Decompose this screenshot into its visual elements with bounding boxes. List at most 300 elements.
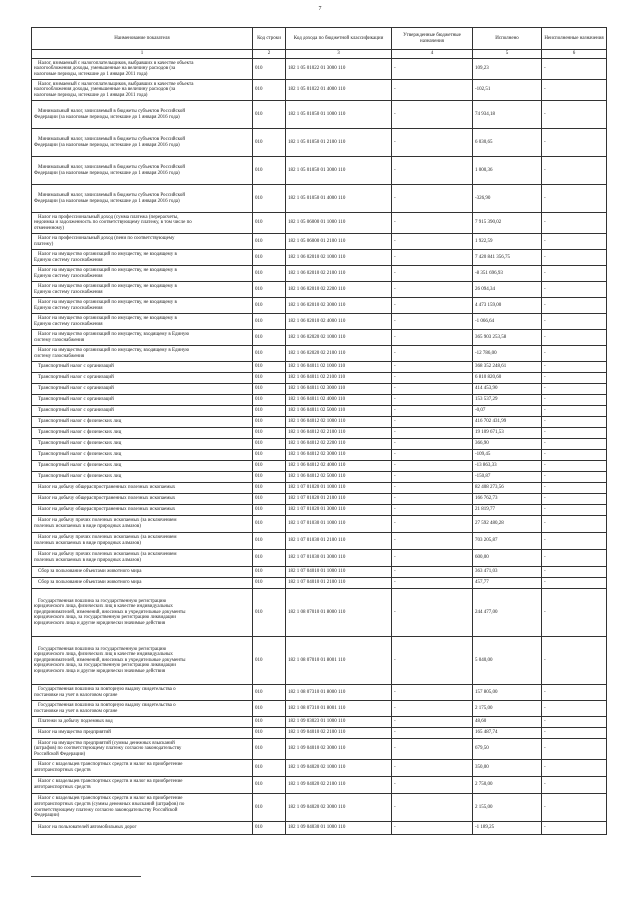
indicator-name-cell: Налог на добычу общераспространенных полезных ископаемых — [32, 494, 253, 505]
unexecuted-cell: - — [542, 739, 607, 760]
unexecuted-cell: - — [542, 589, 607, 637]
executed-cell: 166 762,73 — [473, 494, 542, 505]
approved-cell: - — [392, 533, 473, 550]
table-header-row — [32, 28, 607, 50]
table-row — [32, 101, 607, 129]
unexecuted-cell: - — [542, 417, 607, 428]
indicator-name-cell: Транспортный налог с организаций — [32, 406, 253, 417]
executed-cell: -1 066,64 — [473, 314, 542, 330]
unexecuted-cell: - — [542, 157, 607, 185]
approved-cell: - — [392, 494, 473, 505]
executed-cell: 1 922,59 — [473, 234, 542, 250]
unexecuted-cell: - — [542, 101, 607, 129]
executed-cell: -326,90 — [473, 185, 542, 213]
executed-cell: 368 352 248,61 — [473, 362, 542, 373]
budget-code-cell: 182 1 09 04020 02 3000 110 — [286, 794, 392, 822]
approved-cell: - — [392, 739, 473, 760]
table-row — [32, 314, 607, 330]
revenue-table — [31, 27, 607, 835]
executed-cell: 365 903 253,58 — [473, 330, 542, 346]
unexecuted-cell: - — [542, 373, 607, 384]
approved-cell: - — [392, 578, 473, 589]
approved-cell: - — [392, 505, 473, 516]
budget-code-cell: 182 1 06 02020 02 2100 110 — [286, 346, 392, 362]
approved-cell: - — [392, 266, 473, 282]
table-row — [32, 589, 607, 637]
indicator-name-cell: Транспортный налог с физических лиц — [32, 461, 253, 472]
table-row — [32, 822, 607, 835]
line-code-cell: 010 — [253, 59, 286, 80]
line-code-cell: 010 — [253, 330, 286, 346]
budget-code-cell: 182 1 05 01050 01 4000 110 — [286, 185, 392, 213]
approved-cell: - — [392, 637, 473, 685]
executed-cell: 7 420 841 356,75 — [473, 250, 542, 266]
budget-code-cell: 182 1 05 01050 01 3000 110 — [286, 157, 392, 185]
executed-cell: 363 471,03 — [473, 567, 542, 578]
budget-code-cell: 182 1 05 01050 01 1000 110 — [286, 101, 392, 129]
unexecuted-cell: - — [542, 346, 607, 362]
unexecuted-cell: - — [542, 717, 607, 728]
line-code-cell: 010 — [253, 266, 286, 282]
unexecuted-cell: - — [542, 439, 607, 450]
budget-code-cell: 182 1 07 01020 01 1000 110 — [286, 483, 392, 494]
budget-code-cell: 182 1 07 04010 01 2100 110 — [286, 578, 392, 589]
indicator-name-cell: Налог на добычу прочих полезных ископаемых (за исключением полезных ископаемых в виде природных алмазов) — [32, 533, 253, 550]
budget-code-cell: 182 1 06 04011 02 2100 110 — [286, 373, 392, 384]
indicator-name-cell: Налог на пользователей автомобильных дорог — [32, 822, 253, 835]
approved-cell: - — [392, 701, 473, 717]
footer-rule — [31, 876, 141, 877]
table-row — [32, 282, 607, 298]
unexecuted-cell: - — [542, 362, 607, 373]
indicator-name-cell: Налог на имущество предприятий (суммы денежных взысканий (штрафов) по соответствующему платежу согласно законодательству Российской Федерации) — [32, 739, 253, 760]
table-row — [32, 505, 607, 516]
executed-cell: 157 805,00 — [473, 685, 542, 701]
approved-cell: - — [392, 373, 473, 384]
executed-cell: -0,07 — [473, 406, 542, 417]
table-row — [32, 472, 607, 483]
approved-cell: - — [392, 80, 473, 101]
line-code-cell: 010 — [253, 516, 286, 533]
budget-code-cell: 182 1 06 04012 02 1000 110 — [286, 417, 392, 428]
unexecuted-cell: - — [542, 822, 607, 835]
budget-code-cell: 182 1 07 01030 01 2100 110 — [286, 533, 392, 550]
budget-code-cell: 182 1 09 04010 02 2100 110 — [286, 728, 392, 739]
approved-cell: - — [392, 384, 473, 395]
executed-cell: 457,77 — [473, 578, 542, 589]
executed-cell: -12 786,00 — [473, 346, 542, 362]
line-code-cell: 010 — [253, 450, 286, 461]
executed-cell: 165 487,74 — [473, 728, 542, 739]
executed-cell: 153 537,29 — [473, 395, 542, 406]
indicator-name-cell: Налог на имущество организаций по имуществу, входящему в Единую систему газоснабжения — [32, 330, 253, 346]
approved-cell: - — [392, 516, 473, 533]
column-number: 6 — [542, 50, 607, 59]
line-code-cell: 010 — [253, 298, 286, 314]
indicator-name-cell: Налог на добычу прочих полезных ископаемых (за исключением полезных ископаемых в виде природных алмазов) — [32, 550, 253, 567]
unexecuted-cell: - — [542, 483, 607, 494]
indicator-name-cell: Транспортный налог с организаций — [32, 373, 253, 384]
unexecuted-cell: - — [542, 406, 607, 417]
approved-cell: - — [392, 417, 473, 428]
executed-cell: -1 189,25 — [473, 822, 542, 835]
line-code-cell: 010 — [253, 362, 286, 373]
executed-cell: 2 175,00 — [473, 701, 542, 717]
indicator-name-cell: Минимальный налог, зачисляемый в бюджеты субъектов Российской Федерации (за налоговые периоды, истекшие до 1 января 2016 года) — [32, 129, 253, 157]
budget-code-cell: 182 1 09 04020 02 2100 110 — [286, 777, 392, 794]
line-code-cell: 010 — [253, 589, 286, 637]
indicator-name-cell: Государственная пошлина за повторную выдачу свидетельства о постановке на учет в налоговом органе — [32, 701, 253, 717]
indicator-name-cell: Транспортный налог с организаций — [32, 395, 253, 406]
budget-code-cell: 182 1 07 01030 01 3000 110 — [286, 550, 392, 567]
budget-code-cell: 182 1 09 04020 02 1000 110 — [286, 760, 392, 777]
unexecuted-cell: - — [542, 298, 607, 314]
unexecuted-cell: - — [542, 250, 607, 266]
indicator-name-cell: Транспортный налог с физических лиц — [32, 439, 253, 450]
executed-cell: 679,50 — [473, 739, 542, 760]
executed-cell: 6 810 820,60 — [473, 373, 542, 384]
line-code-cell: 010 — [253, 428, 286, 439]
line-code-cell: 010 — [253, 550, 286, 567]
budget-code-cell: 182 1 05 06000 01 1000 110 — [286, 213, 392, 234]
table-row — [32, 701, 607, 717]
line-code-cell: 010 — [253, 777, 286, 794]
executed-cell: -102,51 — [473, 80, 542, 101]
column-number: 1 — [32, 50, 253, 59]
approved-cell: - — [392, 685, 473, 701]
line-code-cell: 010 — [253, 760, 286, 777]
executed-cell: -150,87 — [473, 472, 542, 483]
approved-cell: - — [392, 717, 473, 728]
table-row — [32, 250, 607, 266]
unexecuted-cell: - — [542, 728, 607, 739]
table-row — [32, 494, 607, 505]
unexecuted-cell: - — [542, 494, 607, 505]
indicator-name-cell: Государственная пошлина за повторную выдачу свидетельства о постановке на учет в налоговом органе — [32, 685, 253, 701]
budget-code-cell: 182 1 06 02010 02 1000 110 — [286, 250, 392, 266]
line-code-cell: 010 — [253, 701, 286, 717]
unexecuted-cell: - — [542, 266, 607, 282]
unexecuted-cell: - — [542, 59, 607, 80]
line-code-cell: 010 — [253, 533, 286, 550]
budget-code-cell: 182 1 05 06000 01 2100 110 — [286, 234, 392, 250]
indicator-name-cell: Налог с владельцев транспортных средств и налог на приобретение автотранспортных средств (суммы денежных взысканий (штрафов) по соответствующему платежу согласно законодательству Российской Федерации) — [32, 794, 253, 822]
table-row — [32, 739, 607, 760]
line-code-cell: 010 — [253, 505, 286, 516]
header-line-code: Код строки — [253, 28, 286, 50]
approved-cell: - — [392, 101, 473, 129]
unexecuted-cell: - — [542, 550, 607, 567]
executed-cell: 19 109 671,53 — [473, 428, 542, 439]
executed-cell: 26 094,34 — [473, 282, 542, 298]
unexecuted-cell: - — [542, 637, 607, 685]
unexecuted-cell: - — [542, 129, 607, 157]
line-code-cell: 010 — [253, 314, 286, 330]
unexecuted-cell: - — [542, 314, 607, 330]
line-code-cell: 010 — [253, 794, 286, 822]
unexecuted-cell: - — [542, 567, 607, 578]
executed-cell: 244 477,00 — [473, 589, 542, 637]
approved-cell: - — [392, 794, 473, 822]
executed-cell: 27 592 480,28 — [473, 516, 542, 533]
line-code-cell: 010 — [253, 483, 286, 494]
indicator-name-cell: Налог на имущество организаций по имуществу, не входящему в Единую систему газоснабжения — [32, 298, 253, 314]
unexecuted-cell: - — [542, 384, 607, 395]
budget-code-cell: 182 1 07 01030 01 1000 110 — [286, 516, 392, 533]
approved-cell: - — [392, 129, 473, 157]
line-code-cell: 010 — [253, 373, 286, 384]
line-code-cell: 010 — [253, 213, 286, 234]
indicator-name-cell: Сбор за пользование объектами животного мира — [32, 567, 253, 578]
indicator-name-cell: Налог на профессиональный доход (сумма платежа (перерасчеты, недоимка и задолженность по соответствующему платежу, в том числе по отмененному) — [32, 213, 253, 234]
header-unexecuted: Неисполненные назначения — [542, 28, 607, 50]
table-row — [32, 533, 607, 550]
column-number: 4 — [392, 50, 473, 59]
budget-code-cell: 182 1 09 04010 02 3000 110 — [286, 739, 392, 760]
approved-cell: - — [392, 450, 473, 461]
line-code-cell: 010 — [253, 472, 286, 483]
executed-cell: 5 040,00 — [473, 637, 542, 685]
indicator-name-cell: Платежи за добычу подземных вод — [32, 717, 253, 728]
approved-cell: - — [392, 395, 473, 406]
table-row — [32, 483, 607, 494]
table-row — [32, 266, 607, 282]
table-row — [32, 550, 607, 567]
table-row — [32, 157, 607, 185]
table-row — [32, 129, 607, 157]
table-row — [32, 80, 607, 101]
page-number: 7 — [318, 6, 322, 12]
unexecuted-cell: - — [542, 330, 607, 346]
line-code-cell: 010 — [253, 439, 286, 450]
indicator-name-cell: Сбор за пользование объектами животного мира — [32, 578, 253, 589]
executed-cell: 366,90 — [473, 439, 542, 450]
line-code-cell: 010 — [253, 282, 286, 298]
table-row — [32, 461, 607, 472]
budget-code-cell: 182 1 05 01050 01 2100 110 — [286, 129, 392, 157]
executed-cell: 21 819,77 — [473, 505, 542, 516]
approved-cell: - — [392, 213, 473, 234]
header-executed: Исполнено — [473, 28, 542, 50]
indicator-name-cell: Минимальный налог, зачисляемый в бюджеты субъектов Российской Федерации (за налоговые периоды, истекшие до 1 января 2016 года) — [32, 157, 253, 185]
indicator-name-cell: Транспортный налог с физических лиц — [32, 472, 253, 483]
budget-code-cell: 182 1 05 01022 01 4000 110 — [286, 80, 392, 101]
column-number: 2 — [253, 50, 286, 59]
approved-cell: - — [392, 461, 473, 472]
budget-code-cell: 182 1 08 07010 01 8000 110 — [286, 589, 392, 637]
indicator-name-cell: Государственная пошлина за государственную регистрацию юридического лица, физических лиц в качестве индивидуальных предпринимателей, изменений, вносимых в учредительные документы юридического лица, за государственную регистрацию ликвидации юридического лица и другие юридически значимые действия — [32, 589, 253, 637]
unexecuted-cell: - — [542, 234, 607, 250]
line-code-cell: 010 — [253, 417, 286, 428]
line-code-cell: 010 — [253, 822, 286, 835]
table-row — [32, 373, 607, 384]
executed-cell: 74 934,18 — [473, 101, 542, 129]
table-row — [32, 567, 607, 578]
unexecuted-cell: - — [542, 395, 607, 406]
indicator-name-cell: Транспортный налог с организаций — [32, 362, 253, 373]
indicator-name-cell: Транспортный налог с организаций — [32, 384, 253, 395]
approved-cell: - — [392, 157, 473, 185]
unexecuted-cell: - — [542, 505, 607, 516]
line-code-cell: 010 — [253, 129, 286, 157]
line-code-cell: 010 — [253, 384, 286, 395]
approved-cell: - — [392, 472, 473, 483]
executed-cell: -13 863,33 — [473, 461, 542, 472]
executed-cell: 2 155,00 — [473, 794, 542, 822]
approved-cell: - — [392, 728, 473, 739]
budget-code-cell: 182 1 06 04011 02 3000 110 — [286, 384, 392, 395]
unexecuted-cell: - — [542, 533, 607, 550]
indicator-name-cell: Налог на имущество организаций по имуществу, не входящему в Единую систему газоснабжения — [32, 282, 253, 298]
executed-cell: 350,00 — [473, 760, 542, 777]
budget-code-cell: 182 1 06 04012 02 3000 110 — [286, 450, 392, 461]
line-code-cell: 010 — [253, 157, 286, 185]
executed-cell: 414 453,90 — [473, 384, 542, 395]
table-row — [32, 362, 607, 373]
executed-cell: 48,60 — [473, 717, 542, 728]
column-number: 3 — [286, 50, 392, 59]
unexecuted-cell: - — [542, 578, 607, 589]
table-row — [32, 59, 607, 80]
table-row — [32, 428, 607, 439]
budget-code-cell: 182 1 07 04010 01 1000 110 — [286, 567, 392, 578]
table-row — [32, 450, 607, 461]
executed-cell: 416 702 431,99 — [473, 417, 542, 428]
indicator-name-cell: Налог с владельцев транспортных средств и налог на приобретение автотранспортных средств — [32, 760, 253, 777]
approved-cell: - — [392, 362, 473, 373]
unexecuted-cell: - — [542, 685, 607, 701]
table-row — [32, 346, 607, 362]
table-body — [32, 59, 607, 835]
header-approved: Утвержденные бюджетные назначения — [392, 28, 473, 50]
executed-cell: 6 030,65 — [473, 129, 542, 157]
approved-cell: - — [392, 483, 473, 494]
table-row — [32, 794, 607, 822]
column-number: 5 — [473, 50, 542, 59]
indicator-name-cell: Налог, взимаемый с налогоплательщиков, выбравших в качестве объекта налогообложения доходы, уменьшенные на величину расходов (за налоговые периоды, истекшие до 1 января 2011 года) — [32, 59, 253, 80]
line-code-cell: 010 — [253, 234, 286, 250]
budget-code-cell: 182 1 06 02010 02 3000 110 — [286, 298, 392, 314]
table-row — [32, 516, 607, 533]
budget-code-cell: 182 1 06 04011 02 5000 110 — [286, 406, 392, 417]
budget-code-cell: 182 1 07 01020 01 2100 110 — [286, 494, 392, 505]
approved-cell: - — [392, 234, 473, 250]
approved-cell: - — [392, 282, 473, 298]
executed-cell: -8 351 696,93 — [473, 266, 542, 282]
table-row — [32, 728, 607, 739]
indicator-name-cell: Налог на имущество организаций по имуществу, не входящему в Единую систему газоснабжения — [32, 266, 253, 282]
line-code-cell: 010 — [253, 406, 286, 417]
table-row — [32, 717, 607, 728]
line-code-cell: 010 — [253, 739, 286, 760]
indicator-name-cell: Транспортный налог с физических лиц — [32, 428, 253, 439]
unexecuted-cell: - — [542, 760, 607, 777]
line-code-cell: 010 — [253, 250, 286, 266]
approved-cell: - — [392, 314, 473, 330]
indicator-name-cell: Налог на добычу общераспространенных полезных ископаемых — [32, 505, 253, 516]
line-code-cell: 010 — [253, 346, 286, 362]
indicator-name-cell: Налог на имущество организаций по имуществу, не входящему в Единую систему газоснабжения — [32, 314, 253, 330]
table-row — [32, 417, 607, 428]
executed-cell: 109,23 — [473, 59, 542, 80]
unexecuted-cell: - — [542, 472, 607, 483]
line-code-cell: 010 — [253, 461, 286, 472]
budget-code-cell: 182 1 06 04012 02 4000 110 — [286, 461, 392, 472]
table-row — [32, 685, 607, 701]
line-code-cell: 010 — [253, 185, 286, 213]
indicator-name-cell: Транспортный налог с физических лиц — [32, 417, 253, 428]
table-row — [32, 406, 607, 417]
approved-cell: - — [392, 760, 473, 777]
header-budget-code: Код дохода по бюджетной классификации — [286, 28, 392, 50]
indicator-name-cell: Налог на имущество организаций по имуществу, не входящему в Единую систему газоснабжения — [32, 250, 253, 266]
table-row — [32, 185, 607, 213]
approved-cell: - — [392, 567, 473, 578]
budget-code-cell: 182 1 06 02010 02 2100 110 — [286, 266, 392, 282]
indicator-name-cell: Налог, взимаемый с налогоплательщиков, выбравших в качестве объекта налогообложения доходы, уменьшенные на величину расходов (за налоговые периоды, истекшие до 1 января 2011 года) — [32, 80, 253, 101]
indicator-name-cell: Налог на добычу общераспространенных полезных ископаемых — [32, 483, 253, 494]
approved-cell: - — [392, 59, 473, 80]
table-row — [32, 298, 607, 314]
approved-cell: - — [392, 330, 473, 346]
indicator-name-cell: Государственная пошлина за государственную регистрацию юридического лица, физических лиц в качестве индивидуальных предпринимателей, изменений, вносимых в учредительные документы юридического лица, за государственную регистрацию ликвидации юридического лица и другие юридически значимые действия — [32, 637, 253, 685]
budget-code-cell: 182 1 06 04011 02 1000 110 — [286, 362, 392, 373]
unexecuted-cell: - — [542, 80, 607, 101]
executed-cell: 2 750,00 — [473, 777, 542, 794]
unexecuted-cell: - — [542, 516, 607, 533]
approved-cell: - — [392, 406, 473, 417]
unexecuted-cell: - — [542, 213, 607, 234]
unexecuted-cell: - — [542, 185, 607, 213]
column-number-row — [32, 50, 607, 59]
approved-cell: - — [392, 589, 473, 637]
executed-cell: 7 915 390,02 — [473, 213, 542, 234]
line-code-cell: 010 — [253, 717, 286, 728]
table-row — [32, 777, 607, 794]
table-row — [32, 578, 607, 589]
line-code-cell: 010 — [253, 685, 286, 701]
line-code-cell: 010 — [253, 101, 286, 129]
budget-code-cell: 182 1 06 02020 02 1000 110 — [286, 330, 392, 346]
indicator-name-cell: Налог на профессиональный доход (пени по соответствующему платежу) — [32, 234, 253, 250]
table-row — [32, 330, 607, 346]
budget-code-cell: 182 1 06 04012 02 2200 110 — [286, 439, 392, 450]
table-row — [32, 439, 607, 450]
approved-cell: - — [392, 250, 473, 266]
approved-cell: - — [392, 185, 473, 213]
line-code-cell: 010 — [253, 567, 286, 578]
unexecuted-cell: - — [542, 701, 607, 717]
approved-cell: - — [392, 439, 473, 450]
table-row — [32, 234, 607, 250]
budget-code-cell: 182 1 09 03023 01 1000 110 — [286, 717, 392, 728]
table-row — [32, 760, 607, 777]
table-row — [32, 213, 607, 234]
budget-code-cell: 182 1 06 04012 02 2100 110 — [286, 428, 392, 439]
budget-code-cell: 182 1 09 04030 01 1000 110 — [286, 822, 392, 835]
line-code-cell: 010 — [253, 395, 286, 406]
executed-cell: 600,00 — [473, 550, 542, 567]
approved-cell: - — [392, 298, 473, 314]
executed-cell: 703 205,87 — [473, 533, 542, 550]
indicator-name-cell: Налог на имущество предприятий — [32, 728, 253, 739]
table-row — [32, 395, 607, 406]
budget-code-cell: 182 1 08 07010 01 8001 110 — [286, 637, 392, 685]
unexecuted-cell: - — [542, 461, 607, 472]
unexecuted-cell: - — [542, 428, 607, 439]
approved-cell: - — [392, 428, 473, 439]
unexecuted-cell: - — [542, 777, 607, 794]
